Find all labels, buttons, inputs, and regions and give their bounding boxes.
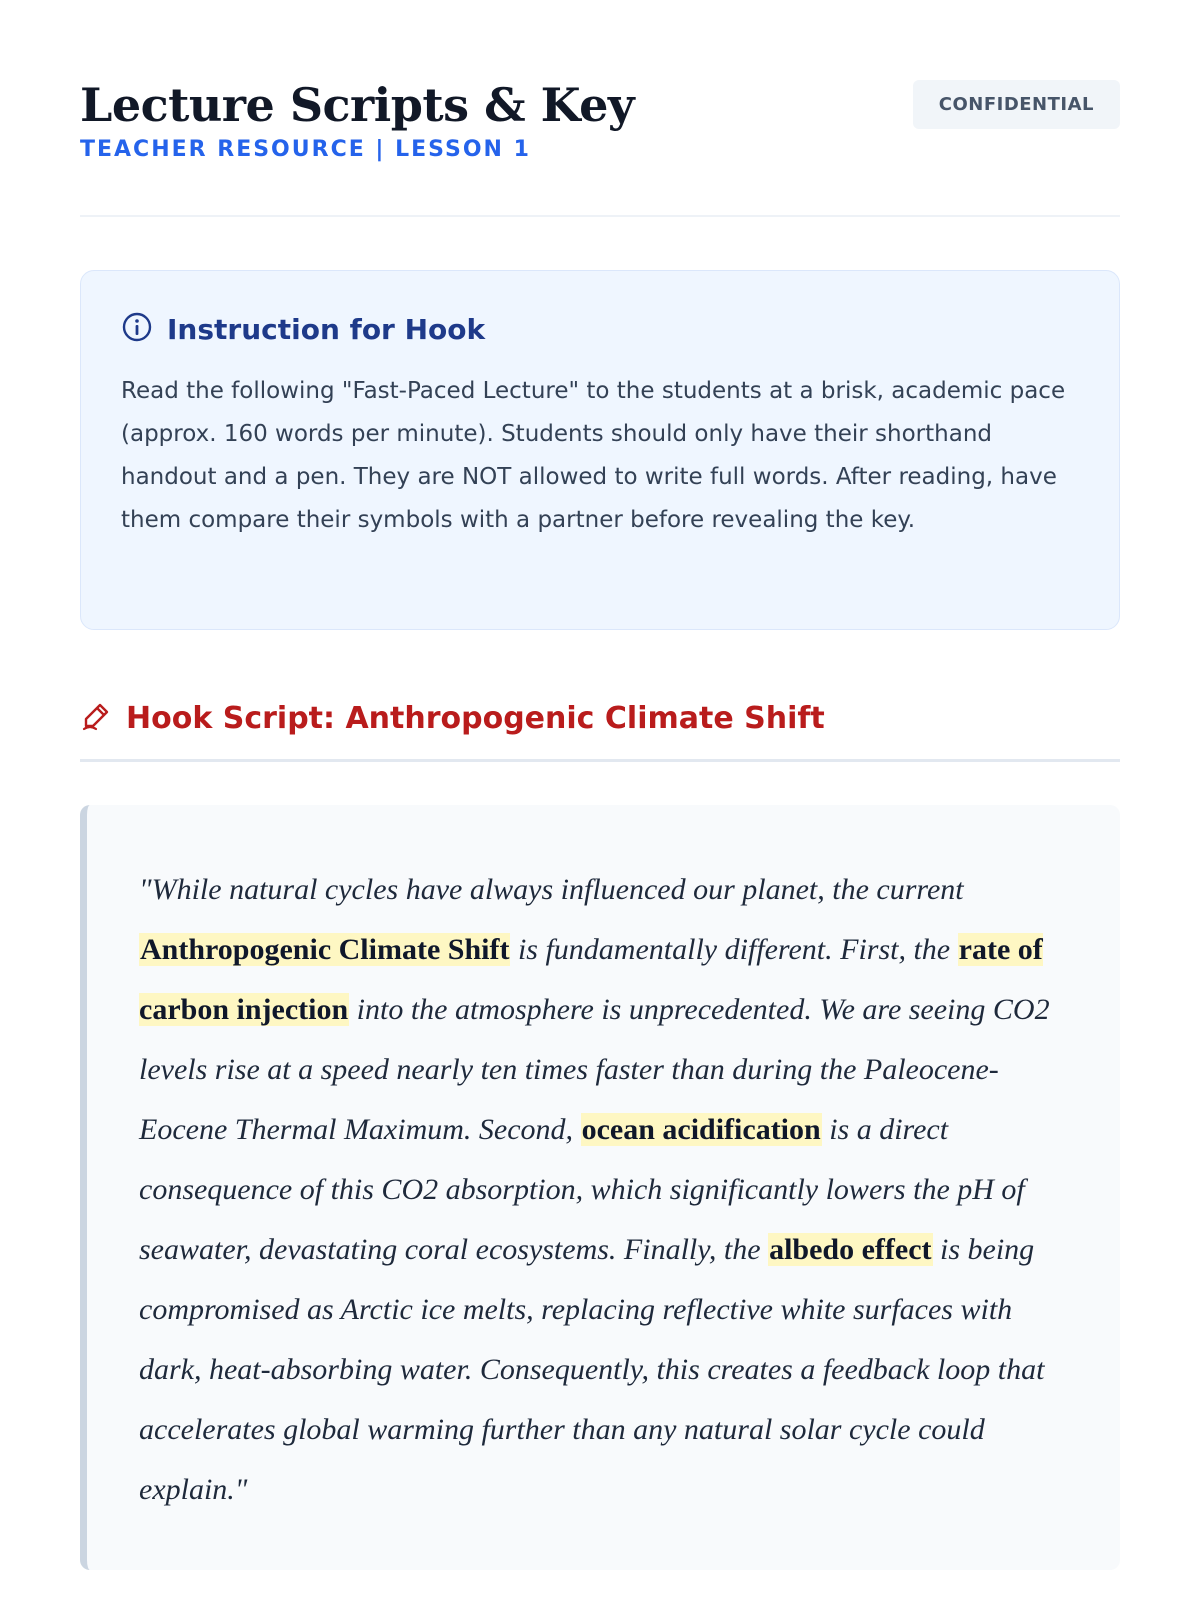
page-title: Lecture Scripts & Key bbox=[80, 78, 635, 132]
script-divider bbox=[80, 759, 1120, 762]
script-text-part: is fundamentally different. First, the bbox=[510, 933, 958, 966]
script-quote bbox=[80, 805, 1120, 1570]
instruction-title: Instruction for Hook bbox=[167, 313, 486, 346]
pen-icon bbox=[80, 700, 112, 737]
script-text-part: into the atmosphere is unprecedented. We are seeing CO2 levels rise at a speed nearly ten times faster than during the Paleocene-Eocene Thermal Maximum. Second, bbox=[139, 993, 1050, 1146]
highlight-term: Anthropogenic Climate Shift bbox=[140, 933, 510, 966]
header-divider bbox=[80, 215, 1120, 217]
instruction-header bbox=[121, 311, 1079, 348]
script-header bbox=[80, 700, 1120, 737]
info-icon bbox=[121, 311, 153, 348]
page-subtitle: TEACHER RESOURCE | LESSON 1 bbox=[80, 136, 531, 162]
instruction-body: Read the following "Fast-Paced Lecture" to the students at a brisk, academic pace (approx. 160 words per minute). Students should only have their shorthand handout and a pen. They are NOT allowed to write full words. After reading, have them compare their symbols with a partner before revealing the key. bbox=[121, 378, 1066, 533]
confidential-badge: CONFIDENTIAL bbox=[913, 80, 1120, 129]
highlight-term: rate of carbon injection bbox=[139, 933, 1043, 1026]
script-text-part: is a direct consequence of this CO2 absorption, which significantly lowers the pH of seawater, devastating coral ecosystems. Finally, the bbox=[139, 1113, 1025, 1266]
highlight-term: albedo effect bbox=[769, 1233, 932, 1266]
header bbox=[80, 80, 1120, 162]
script-text bbox=[139, 860, 1068, 1520]
instruction-box bbox=[80, 270, 1120, 630]
highlight-term: ocean acidification bbox=[581, 1113, 821, 1146]
script-title: Hook Script: Anthropogenic Climate Shift bbox=[126, 701, 825, 736]
script-text-part: is being compromised as Arctic ice melts, replacing reflective white surfaces with dark, heat-absorbing water. Consequently, this creates a feedback loop that accelerates global warming further than any natural solar cycle could explain." bbox=[139, 1233, 1045, 1506]
script-text-part: "While natural cycles have always influenced our planet, the current bbox=[139, 873, 964, 906]
